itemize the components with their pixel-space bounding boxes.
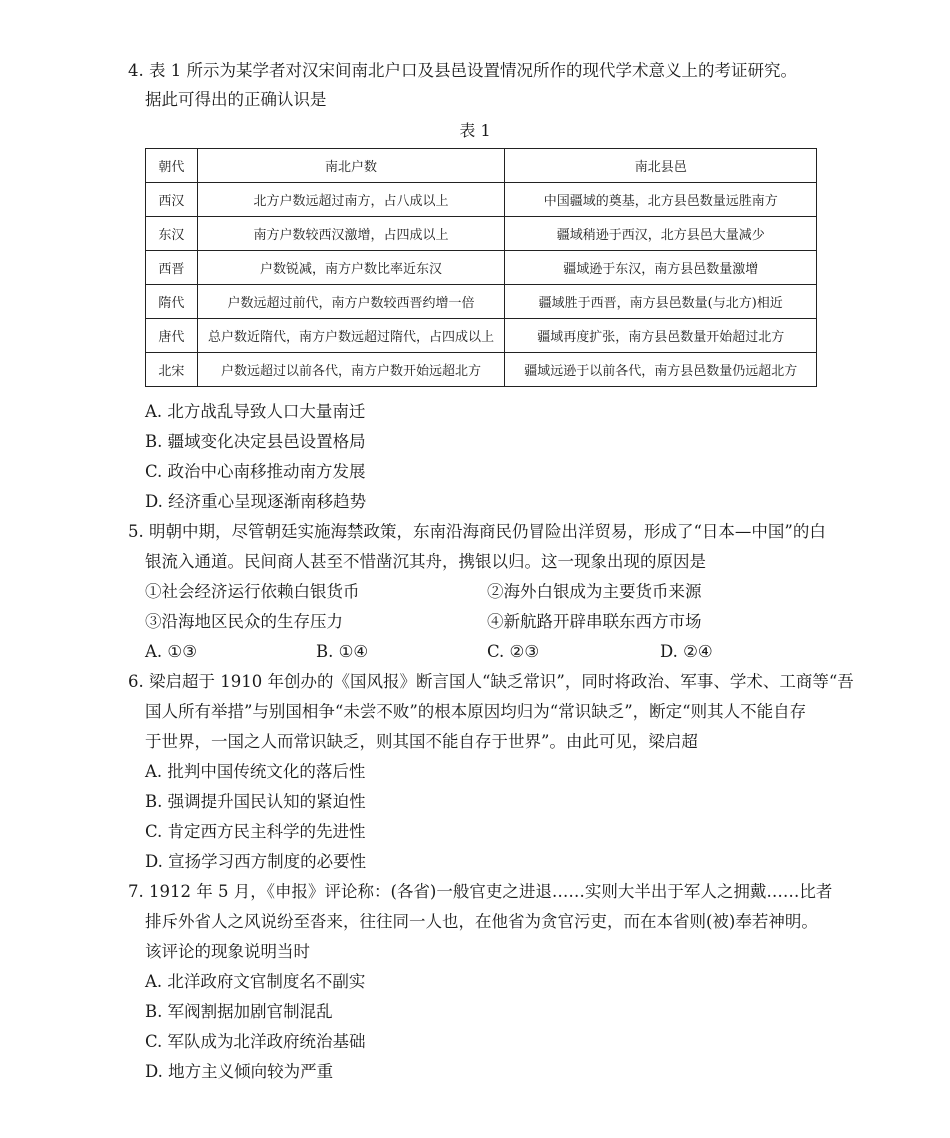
q4-option-a[interactable]: A. 北方战乱导致人口大量南迁 bbox=[145, 402, 366, 421]
q6-option-c[interactable]: C. 肯定西方民主科学的先进性 bbox=[145, 822, 366, 841]
q7-option-a[interactable]: A. 北洋政府文官制度名不副实 bbox=[145, 972, 366, 991]
table-header-counties: 南北县邑 bbox=[505, 149, 817, 183]
q5-item-4: ④新航路开辟串联东西方市场 bbox=[487, 612, 702, 631]
table-header-dynasty: 朝代 bbox=[146, 149, 198, 183]
table-cell: 疆域再度扩张，南方县邑数量开始超过北方 bbox=[505, 319, 817, 353]
q6-option-a[interactable]: A. 批判中国传统文化的落后性 bbox=[145, 762, 366, 781]
q6-stem-line2: 国人所有举措”与别国相争“未尝不败”的根本原因均归为“常识缺乏”，断定“则其人不能自存 bbox=[145, 702, 807, 721]
q4-table bbox=[145, 148, 817, 387]
table-cell: 隋代 bbox=[146, 285, 198, 319]
q5-stem-line2: 银流入通道。民间商人甚至不惜凿沉其舟，携银以归。这一现象出现的原因是 bbox=[145, 552, 706, 571]
q5-item-1: ①社会经济运行依赖白银货币 bbox=[145, 582, 360, 601]
table-cell: 疆域逊于东汉，南方县邑数量激增 bbox=[505, 251, 817, 285]
q5-option-c[interactable]: C. ②③ bbox=[487, 642, 540, 661]
q4-option-c[interactable]: C. 政治中心南移推动南方发展 bbox=[145, 462, 366, 481]
table-row bbox=[146, 183, 817, 217]
q4-stem-line1: 4. 表 1 所示为某学者对汉宋间南北户口及县邑设置情况所作的现代学术意义上的考证研究。 bbox=[128, 61, 797, 80]
table-cell: 户数远超过前代，南方户数较西晋约增一倍 bbox=[197, 285, 505, 319]
table-cell: 西汉 bbox=[146, 183, 198, 217]
q7-stem-line2: 排斥外省人之风说纷至沓来，往往同一人也，在他省为贪官污吏，而在本省则(被)奉若神明。 bbox=[145, 912, 818, 931]
table-row bbox=[146, 217, 817, 251]
table-cell: 北方户数远超过南方，占八成以上 bbox=[197, 183, 505, 217]
q7-stem-line1: 7. 1912 年 5 月，《申报》评论称：(各省)一般官吏之进退……实则大半出于军人之拥戴……比者 bbox=[128, 882, 833, 901]
q6-option-d[interactable]: D. 宣扬学习西方制度的必要性 bbox=[145, 852, 367, 871]
table-cell: 疆域胜于西晋，南方县邑数量(与北方)相近 bbox=[505, 285, 817, 319]
table-cell: 东汉 bbox=[146, 217, 198, 251]
q4-stem-line2: 据此可得出的正确认识是 bbox=[145, 90, 327, 109]
table-cell: 疆域稍逊于西汉，北方县邑大量减少 bbox=[505, 217, 817, 251]
q5-stem-line1: 5. 明朝中期，尽管朝廷实施海禁政策，东南沿海商民仍冒险出洋贸易，形成了“日本—中国”的白 bbox=[128, 522, 826, 541]
q4-option-d[interactable]: D. 经济重心呈现逐渐南移趋势 bbox=[145, 492, 367, 511]
table-cell: 户数远超过以前各代，南方户数开始远超北方 bbox=[197, 353, 505, 387]
q5-option-d[interactable]: D. ②④ bbox=[660, 642, 713, 661]
table-cell: 唐代 bbox=[146, 319, 198, 353]
q6-stem-line1: 6. 梁启超于 1910 年创办的《国风报》断言国人“缺乏常识”，同时将政治、军事、学术、工商等“吾 bbox=[128, 672, 854, 691]
table-cell: 户数锐减，南方户数比率近东汉 bbox=[197, 251, 505, 285]
table-cell: 西晋 bbox=[146, 251, 198, 285]
q7-option-d[interactable]: D. 地方主义倾向较为严重 bbox=[145, 1062, 334, 1081]
table-cell: 疆域远逊于以前各代，南方县邑数量仍远超北方 bbox=[505, 353, 817, 387]
table-row bbox=[146, 251, 817, 285]
q4-option-b[interactable]: B. 疆域变化决定县邑设置格局 bbox=[145, 432, 366, 451]
q5-option-b[interactable]: B. ①④ bbox=[316, 642, 369, 661]
table-title: 表 1 bbox=[459, 121, 491, 140]
table-row bbox=[146, 319, 817, 353]
q7-option-b[interactable]: B. 军阀割据加剧官制混乱 bbox=[145, 1002, 333, 1021]
q5-item-3: ③沿海地区民众的生存压力 bbox=[145, 612, 343, 631]
q7-stem-line3: 该评论的现象说明当时 bbox=[145, 942, 310, 961]
table-cell: 南方户数较西汉激增，占四成以上 bbox=[197, 217, 505, 251]
table-cell: 总户数近隋代，南方户数远超过隋代，占四成以上 bbox=[197, 319, 505, 353]
table-row bbox=[146, 353, 817, 387]
table-row bbox=[146, 285, 817, 319]
q5-option-a[interactable]: A. ①③ bbox=[145, 642, 197, 661]
table-cell: 中国疆域的奠基，北方县邑数量远胜南方 bbox=[505, 183, 817, 217]
table-cell: 北宋 bbox=[146, 353, 198, 387]
q7-option-c[interactable]: C. 军队成为北洋政府统治基础 bbox=[145, 1032, 366, 1051]
table-header-households: 南北户数 bbox=[197, 149, 505, 183]
q6-option-b[interactable]: B. 强调提升国民认知的紧迫性 bbox=[145, 792, 366, 811]
q6-stem-line3: 于世界，一国之人而常识缺乏，则其国不能自存于世界”。由此可见，梁启超 bbox=[145, 732, 698, 751]
table-header-row bbox=[146, 149, 817, 183]
q5-item-2: ②海外白银成为主要货币来源 bbox=[487, 582, 702, 601]
